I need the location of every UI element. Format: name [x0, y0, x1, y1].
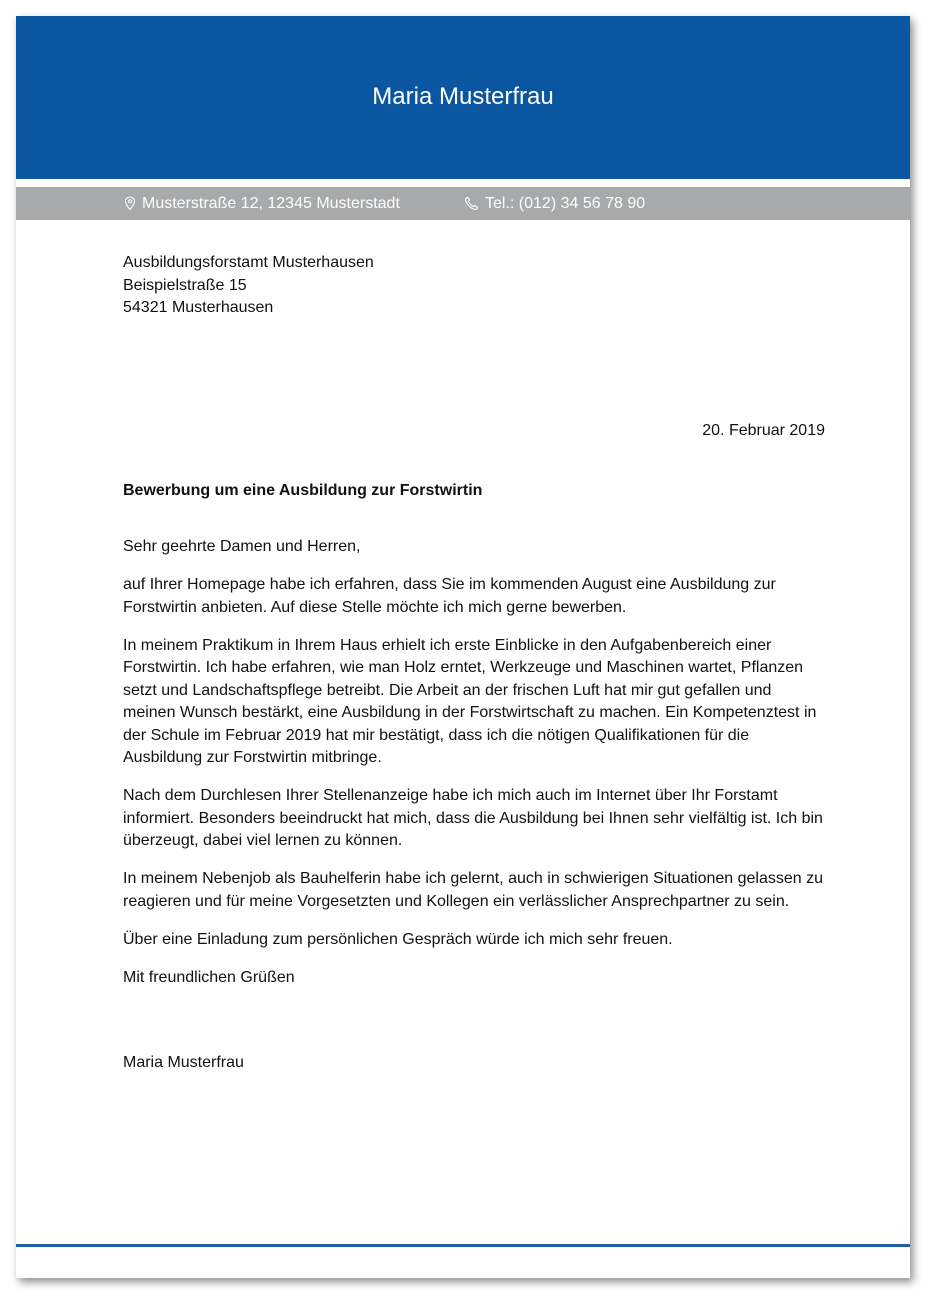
recipient-line-1: Ausbildungsforstamt Musterhausen: [123, 254, 374, 271]
recipient-line-3: 54321 Musterhausen: [123, 299, 274, 316]
body-paragraph: In meinem Nebenjob als Bauhelferin habe ich gelernt, auch in schwierigen Situationen gelassen zu reagieren und für meine Vorgesetzten und Kollegen ein verlässlicher Ansprechpartner zu sein.: [123, 870, 823, 910]
phone-icon: [464, 196, 479, 211]
letter-date: 20. Februar 2019: [702, 422, 825, 439]
sender-name: Maria Musterfrau: [372, 83, 554, 110]
footer-divider: [16, 1244, 910, 1247]
sender-address: Musterstraße 12, 12345 Musterstadt: [142, 195, 400, 212]
letter-header: [16, 16, 910, 179]
contact-bar: [16, 187, 910, 220]
recipient-address: [123, 252, 374, 320]
signature-name: Maria Musterfrau: [123, 1054, 244, 1071]
letter-page: [16, 16, 910, 1278]
salutation: Sehr geehrte Damen und Herren,: [123, 538, 361, 555]
location-pin-icon: [124, 196, 136, 211]
sender-phone: Tel.: (012) 34 56 78 90: [485, 195, 646, 212]
body-paragraph: In meinem Praktikum in Ihrem Haus erhielt ich erste Einblicke in den Aufgabenbereich einer Forstwirtin. Ich habe erfahren, wie man Holz erntet, Werkzeuge und Maschinen wartet, Pflanzen setzt und Landschaftspflege betreibt. Die Arbeit an der frischen Luft hat mir gut gefallen und meinen Wunsch bestärkt, eine Ausbildung in der Forstwirtschaft zu machen. Ein Kompetenztest in der Schule im Februar 2019 hat mir bestätigt, dass ich die nötigen Qualifikationen für die Ausbildung zur Forstwirtin mitbringe.: [123, 636, 817, 766]
recipient-line-2: Beispielstraße 15: [123, 276, 247, 294]
closing: Mit freundlichen Grüßen: [123, 968, 295, 986]
contact-address: [124, 187, 400, 220]
letter-subject: Bewerbung um eine Ausbildung zur Forstwirtin: [123, 482, 483, 499]
letter-body: [123, 536, 828, 1005]
body-paragraph: Über eine Einladung zum persönlichen Gespräch würde ich mich sehr freuen.: [123, 930, 673, 948]
body-paragraph: auf Ihrer Homepage habe ich erfahren, dass Sie im kommenden August eine Ausbildung zur Forstwirtin anbieten. Auf diese Stelle möchte ich mich gerne bewerben.: [123, 576, 776, 616]
body-paragraph: Nach dem Durchlesen Ihrer Stellenanzeige habe ich mich auch im Internet über Ihr Forstamt informiert. Besonders beeindruckt hat mich, dass die Ausbildung bei Ihnen sehr vielfältig ist. Ich bin überzeugt, dabei viel lernen zu können.: [123, 787, 823, 849]
contact-phone: [464, 187, 645, 220]
